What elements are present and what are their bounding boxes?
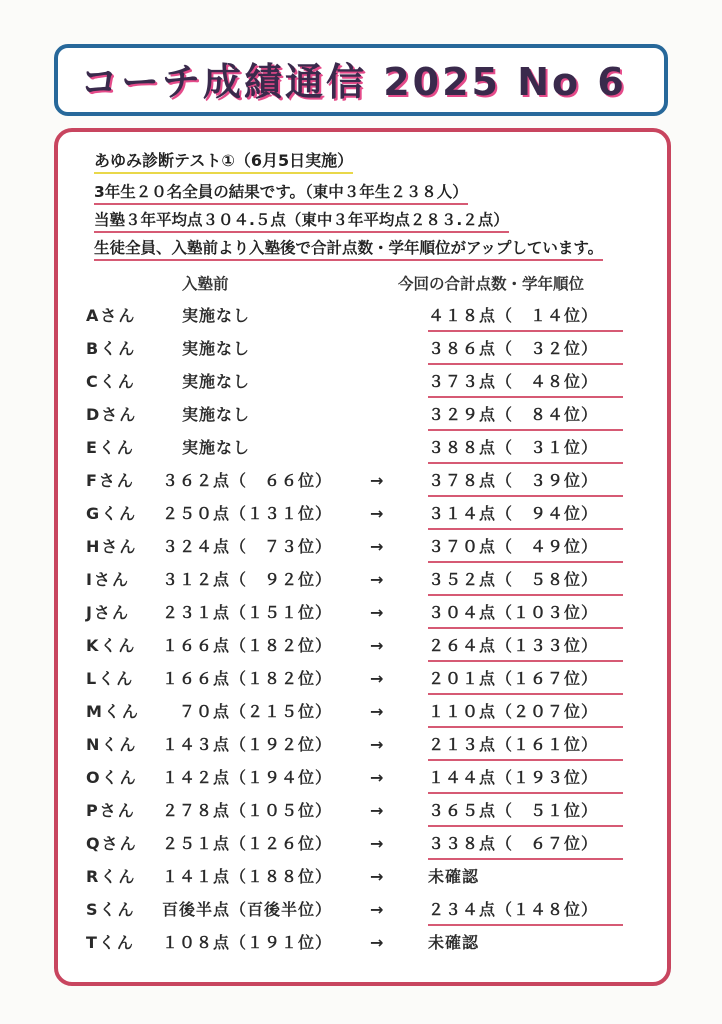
current-score: ３７８点（ ３９位） bbox=[428, 467, 623, 497]
arrow-icon: → bbox=[370, 636, 384, 655]
arrow-icon: → bbox=[370, 537, 384, 556]
student-name: Iさん bbox=[86, 570, 130, 589]
current-score: ３７０点（ ４９位） bbox=[428, 533, 623, 563]
before-score: １０８点（１９１位） bbox=[162, 933, 333, 952]
arrow-icon: → bbox=[370, 768, 384, 787]
table-row bbox=[58, 797, 675, 827]
current-score: ３１４点（ ９４位） bbox=[428, 500, 623, 530]
current-score: 未確認 bbox=[428, 933, 480, 952]
arrow-icon: → bbox=[370, 900, 384, 919]
before-score: 実施なし bbox=[182, 372, 251, 391]
arrow-icon: → bbox=[370, 603, 384, 622]
table-row bbox=[58, 500, 675, 530]
current-score: ３３８点（ ６７位） bbox=[428, 830, 623, 860]
before-score: １６６点（１８２位） bbox=[162, 669, 333, 688]
test-heading: あゆみ診断テスト①（6月5日実施） bbox=[94, 150, 353, 174]
title-banner bbox=[54, 44, 668, 116]
table-row bbox=[58, 302, 675, 332]
table-row bbox=[58, 863, 675, 893]
table-row bbox=[58, 896, 675, 926]
student-name: Oくん bbox=[86, 768, 138, 787]
student-name: Gくん bbox=[86, 504, 138, 523]
before-score: 百後半点（百後半位） bbox=[162, 900, 333, 919]
arrow-icon: → bbox=[370, 504, 384, 523]
results-panel bbox=[54, 128, 671, 986]
student-name: Aさん bbox=[86, 306, 137, 325]
student-name: Rくん bbox=[86, 867, 137, 886]
before-score: ３１２点（ ９２位） bbox=[162, 570, 333, 589]
table-row bbox=[58, 401, 675, 431]
arrow-icon: → bbox=[370, 834, 384, 853]
table-row bbox=[58, 467, 675, 497]
before-score: ７０点（２１５位） bbox=[162, 702, 333, 721]
student-name: Tくん bbox=[86, 933, 135, 952]
before-score: ３２４点（ ７３位） bbox=[162, 537, 333, 556]
current-score: ２０１点（１６７位） bbox=[428, 665, 623, 695]
student-name: Lくん bbox=[86, 669, 135, 688]
current-score: 未確認 bbox=[428, 867, 480, 886]
student-name: Jさん bbox=[86, 603, 130, 622]
before-score: 実施なし bbox=[182, 306, 251, 325]
before-score: １４１点（１８８位） bbox=[162, 867, 333, 886]
before-score: １４２点（１９４位） bbox=[162, 768, 333, 787]
student-name: Eくん bbox=[86, 438, 135, 457]
current-score: ２６４点（１３３位） bbox=[428, 632, 623, 662]
table-row bbox=[58, 764, 675, 794]
before-score: １６６点（１８２位） bbox=[162, 636, 333, 655]
before-score: ２７８点（１０５位） bbox=[162, 801, 333, 820]
table-row bbox=[58, 830, 675, 860]
current-score: ３０４点（１０３位） bbox=[428, 599, 623, 629]
arrow-icon: → bbox=[370, 801, 384, 820]
newsletter-title: コーチ成績通信 2025 No 6 bbox=[80, 60, 627, 104]
arrow-icon: → bbox=[370, 702, 384, 721]
current-score: １４４点（１９３位） bbox=[428, 764, 623, 794]
student-name: Qさん bbox=[86, 834, 138, 853]
student-name: Pさん bbox=[86, 801, 136, 820]
student-name: Kくん bbox=[86, 636, 137, 655]
summary-line-1: 3年生２０名全員の結果です。（東中３年生２３８人） bbox=[94, 181, 468, 205]
table-row bbox=[58, 566, 675, 596]
current-score: ２３４点（１４８位） bbox=[428, 896, 623, 926]
arrow-icon: → bbox=[370, 570, 384, 589]
table-row bbox=[58, 533, 675, 563]
current-score: ３５２点（ ５８位） bbox=[428, 566, 623, 596]
student-name: Cくん bbox=[86, 372, 136, 391]
summary-line-3: 生徒全員、入塾前より入塾後で合計点数・学年順位がアップしています。 bbox=[94, 237, 603, 261]
table-row bbox=[58, 335, 675, 365]
current-score: １１０点（２０７位） bbox=[428, 698, 623, 728]
before-score: ２５１点（１２６位） bbox=[162, 834, 333, 853]
before-score: １４３点（１９２位） bbox=[162, 735, 333, 754]
current-score: ３８８点（ ３１位） bbox=[428, 434, 623, 464]
table-row bbox=[58, 929, 675, 959]
student-name: Fさん bbox=[86, 471, 135, 490]
before-score: ３６２点（ ６６位） bbox=[162, 471, 333, 490]
column-header-before: 入塾前 bbox=[182, 275, 229, 293]
before-score: 実施なし bbox=[182, 339, 251, 358]
current-score: ４１８点（ １４位） bbox=[428, 302, 623, 332]
table-row bbox=[58, 665, 675, 695]
summary-line-2: 当塾３年平均点３０４.５点（東中３年平均点２８３.２点） bbox=[94, 209, 509, 233]
table-row bbox=[58, 632, 675, 662]
student-name: Sくん bbox=[86, 900, 136, 919]
arrow-icon: → bbox=[370, 933, 384, 952]
table-row bbox=[58, 599, 675, 629]
before-score: ２３１点（１５１位） bbox=[162, 603, 333, 622]
arrow-icon: → bbox=[370, 735, 384, 754]
table-row bbox=[58, 368, 675, 398]
current-score: ３６５点（ ５１位） bbox=[428, 797, 623, 827]
current-score: ３７３点（ ４８位） bbox=[428, 368, 623, 398]
current-score: ２１３点（１６１位） bbox=[428, 731, 623, 761]
arrow-icon: → bbox=[370, 867, 384, 886]
before-score: 実施なし bbox=[182, 405, 251, 424]
student-name: Nくん bbox=[86, 735, 138, 754]
student-name: Mくん bbox=[86, 702, 140, 721]
student-name: Dさん bbox=[86, 405, 138, 424]
column-header-after: 今回の合計点数・学年順位 bbox=[398, 275, 585, 293]
student-name: Hさん bbox=[86, 537, 138, 556]
current-score: ３８６点（ ３２位） bbox=[428, 335, 623, 365]
arrow-icon: → bbox=[370, 669, 384, 688]
table-row bbox=[58, 698, 675, 728]
before-score: 実施なし bbox=[182, 438, 251, 457]
student-name: Bくん bbox=[86, 339, 137, 358]
before-score: ２５０点（１３１位） bbox=[162, 504, 333, 523]
table-row bbox=[58, 434, 675, 464]
arrow-icon: → bbox=[370, 471, 384, 490]
table-row bbox=[58, 731, 675, 761]
current-score: ３２９点（ ８４位） bbox=[428, 401, 623, 431]
